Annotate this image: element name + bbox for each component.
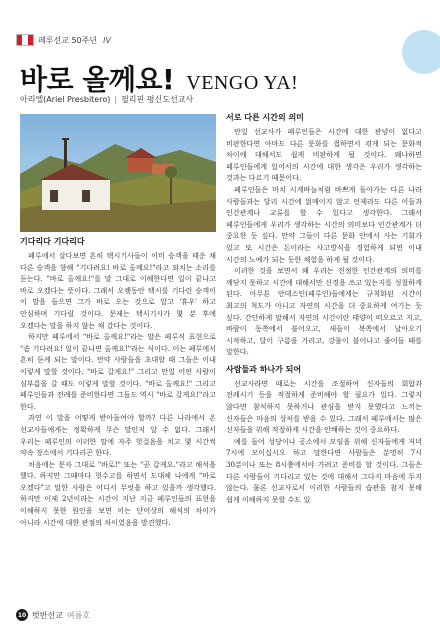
paragraph: 만일 선교사가 페루인들은 시간에 대한 관념이 없다고 비판한다면 아마도 다른 문화를 접하면서 겪게 되는 문화적 차이에 대해서도 쉽게 비판하게 될 것이다. 왜냐하면 페루인들에게 있어서의 시간에 대한 생각은 우리가 생각하는 것과는 다르기 때문이다.	[226, 127, 422, 183]
section-heading-waiting: 기다리다 기다리다	[20, 237, 85, 246]
paragraph: 과연 이 말을 어떻게 받아들여야 할까? 다른 나라에서 온 선교사들에게는 정확하게 무슨 말인지 알 수 없다. 그래서 우리는 페루인의 이러한 말에 자주 헛걸음을 치고 몇 시간씩 약속 장소에서 기다리곤 한다.	[20, 413, 216, 458]
left-column	[20, 236, 216, 528]
article-photo	[20, 114, 216, 232]
magazine-name: 벗반선교	[32, 610, 63, 620]
article-title	[20, 58, 298, 98]
paragraph: 하지만 페루에서 "바로 올께요!"라는 말은 페루식 표현으로 "좀 기다려요! 일이 끝나면 올께요!"라는 식이다. 이는 페루에서 흔히 듣게 되는 말이다. 만약 사람들을 초대할 때 그들은 이내 이렇게 말할 것이다. "바로 갈게요!" 그리고 만일 어떤 사람이 심부름을 갈 때도 이렇게 말할 것이다. "바로 올께요!" 그리고 페루인들과 전례를 준비한다면 그들도 역시 "바로 갈게요!"라고 한다.	[20, 332, 216, 411]
paragraph: 처음에는 문자 그대로 "바로!" 또는 "곧 갈게요."라고 해석을 했다. 하지만 그때마다 헛수고를 하면서 도대체 나에게 "바로 오겠다"고 말한 사람은 어디서 무엇을 하고 있을까 생각했다. 하지만 이제 2년이라는 시간이 지난 지금 페루인들의 표현을 이해하지 못한 원인을 보면 이는 단어상의 해석의 차이가 아니라 시간에 대한 관점의 차이였음을 발견했다.	[20, 459, 216, 527]
byline	[20, 94, 193, 105]
section-header	[16, 34, 111, 46]
page-number: 10	[16, 609, 28, 621]
series-number: IV	[103, 35, 111, 45]
issue-label: 여름호	[66, 610, 91, 620]
peru-flag-icon	[16, 34, 34, 46]
title-spanish: VENGO YA!	[186, 72, 299, 94]
section-label: 페루선교 50주년	[38, 35, 98, 45]
paragraph: 이러한 것을 보면서 왜 우리는 진정한 인간관계의 의미를 깨닫지 못하고 시간에 대해서만 신경을 쓰고 있는지를 성찰하게 된다. 아무튼 안데스인(페루인)들에게는 규칙화된 시간이 최고의 척도가 아니고 자연의 시간을 더 중요하게 여기는 듯 싶다. 간단하게 말해서 자연의 시간이란 태양이 떠오르고 지고, 바람이 동쪽에서 불어오고, 새들이 북쪽에서 날아오기 시작하고, 달이 구름을 가리고, 강물이 불어나고 줄어들 때를 말한다.	[226, 266, 422, 357]
section-heading-time: 서로 다른 시간의 의미	[226, 113, 304, 122]
decorative-circle	[402, 30, 440, 74]
paragraph: 예를 들어 성당이나 공소에서 모임을 위해 신자들에게 저녁 7시에 모이십시오 하고 말한다면 사람들은 분명히 7시 30분이나 또는 8시쯤에서야 가려고 준비를 할 것이다. 그들은 다른 사람들이 기다리고 있는 것에 대해서 그다지 마음에 두지 않는다. 물론 선교사로서 이러한 사람들의 습관을 참지 못해 쉽게 이해하지 못할 수도 있	[226, 436, 422, 504]
title-korean: 바로 올께요!	[20, 63, 175, 96]
section-heading-together: 사람들과 하나가 되어	[226, 364, 302, 374]
paragraph: 페루인들은 마치 시계바늘처럼 바쁘게 돌아가는 다른 나라 사람들과는 달리 시간에 얽매이지 않고 언제라도 다른 이들과 인간관계나 교류를 할 수 있다고 생각한다. 그래서 페루인들에게 우리가 생각하는 시간의 의미보다 인간관계가 더 중요한 듯 싶다. 만약 그들이 다른 문화 안에서 사는 기회가 있고 또 시간은 돈이라는 사고방식을 경험하게 되면 이내 시간의 노예가 되는 듯한 체험을 하게 될 것이다.	[226, 184, 422, 264]
right-column	[226, 112, 422, 505]
paragraph: 페루에서 살다보면 흔히 택시기사들이 이미 승객을 태운 채 다른 승객을 향해 "기다려요! 바로 올께요!"라고 외치는 소리를 듣는다. "바로 올께요!"를 말 그대로 이해한다면 일이 끝나고 바로 오겠다는 뜻이다. 그래서 오랫동안 택시를 기다린 승객이 이 말을 들으면 그가 바로 오는 것으로 알고 '휴우' 하고 안심하며 기다릴 것이다. 문제는 택시기사가 몇 분 후에 오겠다는 말을 하지 않는 채 갔다는 것이다.	[20, 251, 216, 330]
author-role: 필리핀 평신도선교사	[121, 95, 194, 104]
village-church-image	[20, 114, 216, 232]
byline-separator: |	[114, 95, 118, 104]
page-footer	[16, 609, 90, 621]
author-name: 아리엘(Ariel Presbitero)	[20, 95, 111, 104]
paragraph: 선교사라면 때로는 시간을 조절하여 신자들의 회합과 전례시기 등을 적절하게 준비해야 할 필요가 있다. 그렇지 않다면 참석하지 못하거나 관심을 받지 못했다고 느끼는 신자들은 마음의 상처를 받을 수 있다. 그래서 페루에서는 많은 신자들을 위해 적절하게 시간을 안배하는 것이 중요하다.	[226, 378, 422, 435]
